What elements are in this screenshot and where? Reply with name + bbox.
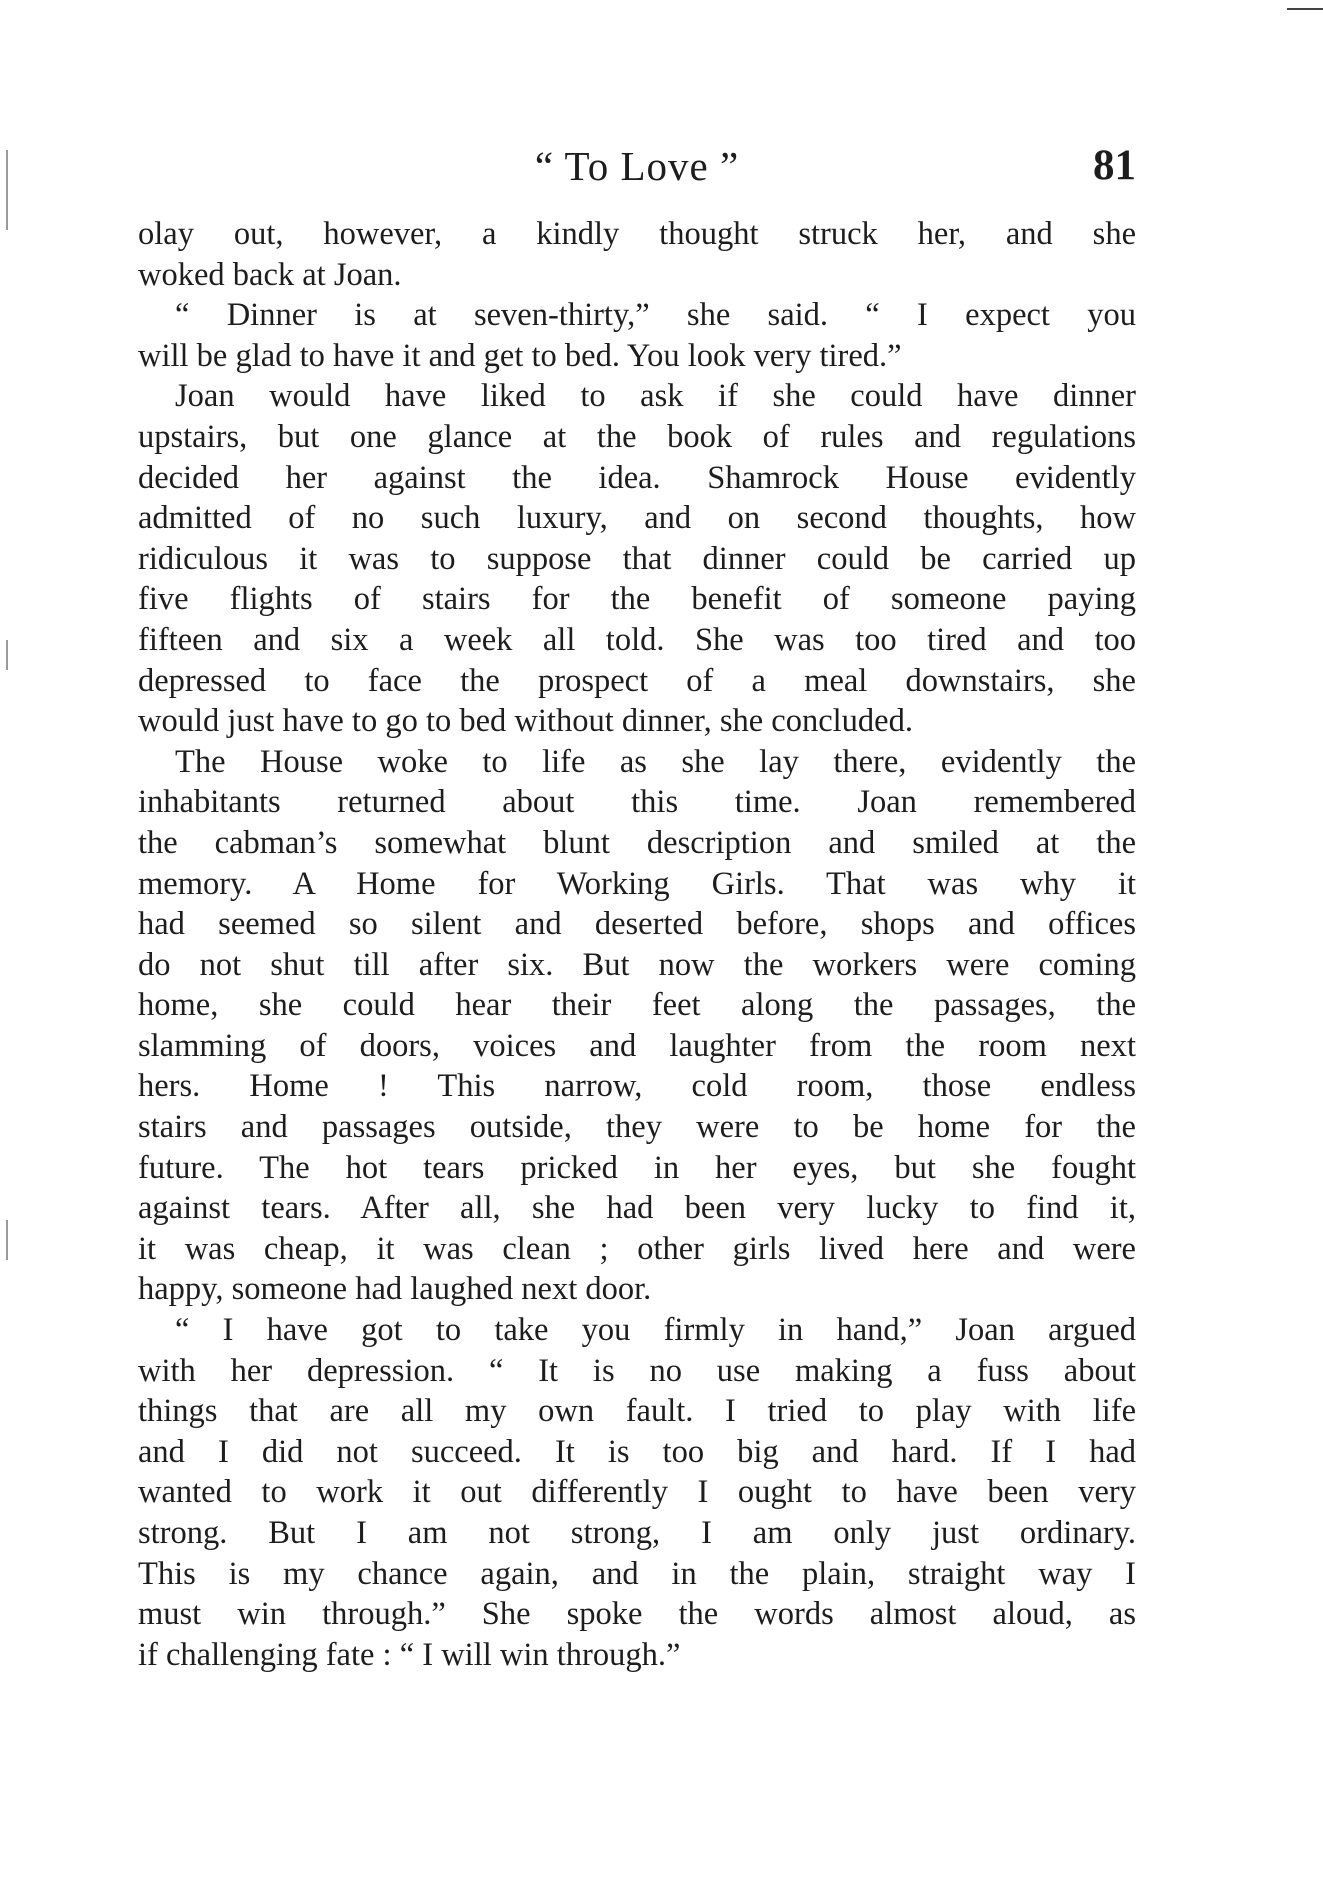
text-line: things that are all my own fault. I tried to play with life [138, 1393, 1136, 1430]
text-line: do not shut till after six. But now the workers were coming [138, 946, 1136, 983]
text-line: This is my chance again, and in the plain, straight way I [138, 1555, 1136, 1592]
text-line: happy, someone had laughed next door. [138, 1271, 652, 1308]
text-line: will be glad to have it and get to bed. You look very tired.” [138, 337, 902, 374]
text-line: strong. But I am not strong, I am only just ordinary. [138, 1515, 1136, 1551]
text-line: The House woke to life as she lay there, evidently the [175, 743, 1136, 780]
text-line: Joan would have liked to ask if she could have dinner [175, 378, 1136, 415]
text-line: if challenging fate : “ I will win through.” [138, 1636, 681, 1673]
running-header [138, 140, 1136, 192]
text-line: home, she could hear their feet along the passages, the [138, 987, 1136, 1024]
text-line: decided her against the idea. Shamrock House evidently [138, 459, 1136, 496]
text-line: future. The hot tears pricked in her eyes, but she fought [138, 1149, 1136, 1186]
text-line: it was cheap, it was clean ; other girls lived here and were [138, 1230, 1136, 1267]
text-line: hers. Home ! This narrow, cold room, those endless [138, 1068, 1136, 1105]
binding-margin-mark [6, 640, 8, 670]
page-edge-rule [1287, 8, 1323, 10]
text-line: and I did not succeed. It is too big and hard. If I had [138, 1433, 1136, 1470]
text-line: wanted to work it out differently I ought to have been very [138, 1474, 1136, 1511]
text-line: depressed to face the prospect of a meal downstairs, she [138, 662, 1136, 699]
text-line: with her depression. “ It is no use making a fuss about [138, 1352, 1136, 1389]
text-line: must win through.” She spoke the words almost aloud, as [138, 1596, 1136, 1633]
running-title: “ To Love ” [534, 143, 740, 189]
text-line: admitted of no such luxury, and on second thoughts, how [138, 500, 1136, 537]
text-line: memory. A Home for Working Girls. That was why it [138, 865, 1136, 902]
page-number: 81 [1093, 142, 1136, 189]
text-line: had seemed so silent and deserted before, shops and offices [138, 906, 1136, 943]
text-line: fifteen and six a week all told. She was too tired and too [138, 621, 1136, 658]
text-line: inhabitants returned about this time. Joan remembered [138, 784, 1136, 821]
text-line: against tears. After all, she had been very lucky to find it, [138, 1190, 1136, 1227]
text-line: five flights of stairs for the benefit of someone paying [138, 581, 1136, 618]
text-line: “ I have got to take you firmly in hand,” Joan argued [175, 1312, 1136, 1349]
binding-margin-mark [6, 1220, 8, 1260]
text-line: slamming of doors, voices and laughter from the room next [138, 1027, 1136, 1064]
text-line: “ Dinner is at seven-thirty,” she said. “ I expect you [175, 297, 1136, 334]
binding-margin-mark [6, 150, 8, 230]
text-line: stairs and passages outside, they were to be home for the [138, 1109, 1136, 1146]
text-line: the cabman’s somewhat blunt description and smiled at the [138, 824, 1136, 861]
text-line: woked back at Joan. [138, 256, 402, 293]
body-text [138, 214, 1136, 1675]
text-line: olay out, however, a kindly thought struck her, and she [138, 216, 1136, 252]
text-line: upstairs, but one glance at the book of rules and regulations [138, 418, 1136, 455]
text-line: ridiculous it was to suppose that dinner could be carried up [138, 540, 1136, 577]
text-line: would just have to go to bed without dinner, she concluded. [138, 703, 913, 740]
